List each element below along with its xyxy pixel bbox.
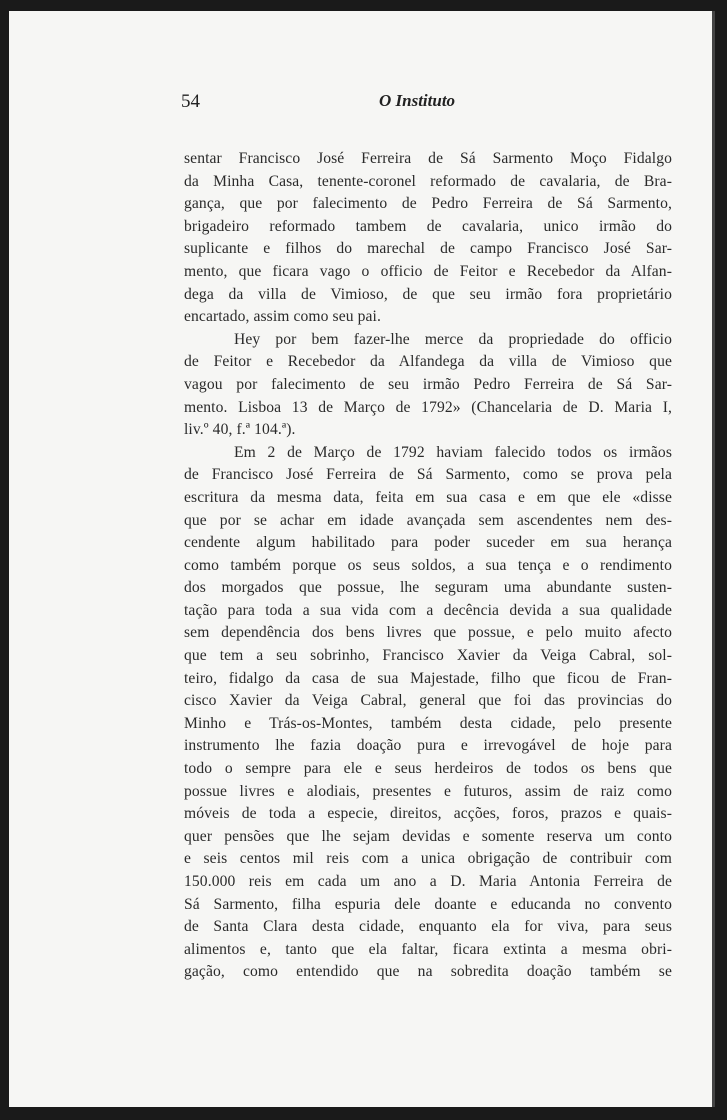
- text-line: de Francisco José Ferreira de Sá Sarmento, como se prova pela: [184, 466, 672, 484]
- text-line: mento. Lisboa 13 de Março de 1792» (Chancelaria de D. Maria I,: [184, 398, 672, 416]
- text-line: dega da villa de Vimioso, de que seu irmão fora proprietário: [184, 285, 672, 303]
- text-line: instrumento lhe fazia doação pura e irrevogável de hoje para: [184, 737, 672, 755]
- text-line: móveis de toda a especie, direitos, acções, foros, prazos e quais-: [184, 805, 672, 823]
- text-line: todo o sempre para ele e seus herdeiros de todos os bens que: [184, 760, 672, 778]
- text-line: que por se achar em idade avançada sem ascendentes nem des-: [184, 511, 672, 529]
- page-number: 54: [181, 91, 200, 112]
- text-line: 150.000 reis em cada um ano a D. Maria Antonia Ferreira de: [184, 873, 672, 890]
- text-line: possue livres e alodiais, presentes e futuros, assim de raiz como: [184, 782, 672, 800]
- text-line: quer pensões que lhe sejam devidas e somente reserva um conto: [184, 827, 672, 845]
- text-line: mento, que ficara vago o officio de Feitor e Recebedor da Alfan-: [184, 262, 672, 280]
- text-line: Minho e Trás-os-Montes, também desta cidade, pelo presente: [184, 714, 672, 732]
- text-line: Sá Sarmento, filha espuria dele doante e educanda no convento: [184, 895, 672, 913]
- text-line: cisco Xavier da Veiga Cabral, general que foi das provincias do: [184, 692, 672, 710]
- page-header: [181, 91, 652, 121]
- text-line: suplicante e filhos do marechal de campo Francisco José Sar-: [184, 240, 672, 258]
- text-line: tação para toda a sua vida com a decência devida a sua qualidade: [184, 601, 672, 619]
- text-line: encartado, assim como seu pai.: [184, 308, 381, 326]
- text-line: escritura da mesma data, feita em sua casa e em que ele «disse: [184, 488, 672, 506]
- text-line: que tem a seu sobrinho, Francisco Xavier da Veiga Cabral, sol-: [184, 647, 672, 665]
- text-line: cendente algum habilitado para poder suceder em sua herança: [184, 534, 672, 552]
- text-line: como também porque os seus soldos, a sua tença e o rendimento: [184, 556, 672, 574]
- book-page: [9, 11, 715, 1107]
- text-line: teiro, fidalgo da casa de sua Majestade, filho que ficou de Fran-: [184, 669, 672, 687]
- text-line: brigadeiro reformado tambem de cavalaria, unico irmão do: [184, 217, 672, 235]
- body-text: [184, 148, 672, 984]
- text-line: sentar Francisco José Ferreira de Sá Sarmento Moço Fidalgo: [184, 150, 672, 167]
- text-line: Hey por bem fazer-lhe merce da propriedade do officio: [234, 330, 672, 348]
- text-line: dos morgados que possue, lhe seguram uma abundante susten-: [184, 579, 672, 597]
- text-line: vagou por falecimento de seu irmão Pedro Ferreira de Sá Sar-: [184, 375, 672, 393]
- text-line: sem dependência dos bens livres que possue, e pelo muito afecto: [184, 624, 672, 642]
- text-line: e seis centos mil reis com a unica obrigação de contribuir com: [184, 850, 672, 868]
- text-line: de Feitor e Recebedor da Alfandega da villa de Vimioso que: [184, 353, 672, 371]
- text-line: alimentos e, tanto que ela faltar, ficara extinta a mesma obri-: [184, 940, 672, 958]
- text-line: da Minha Casa, tenente-coronel reformado de cavalaria, de Bra-: [184, 172, 672, 190]
- paragraph-2: [184, 329, 672, 442]
- text-line: liv.º 40, f.ª 104.ª).: [184, 421, 296, 439]
- text-line: de Santa Clara desta cidade, enquanto ela for viva, para seus: [184, 918, 672, 936]
- running-title: O Instituto: [379, 91, 456, 110]
- text-line: gação, como entendido que na sobredita doação também se: [184, 963, 672, 981]
- paragraph-1: [184, 148, 672, 329]
- text-line: Em 2 de Março de 1792 haviam falecido todos os irmãos: [234, 443, 672, 461]
- text-line: gança, que por falecimento de Pedro Ferreira de Sá Sarmento,: [184, 195, 672, 213]
- paragraph-3: [184, 442, 672, 984]
